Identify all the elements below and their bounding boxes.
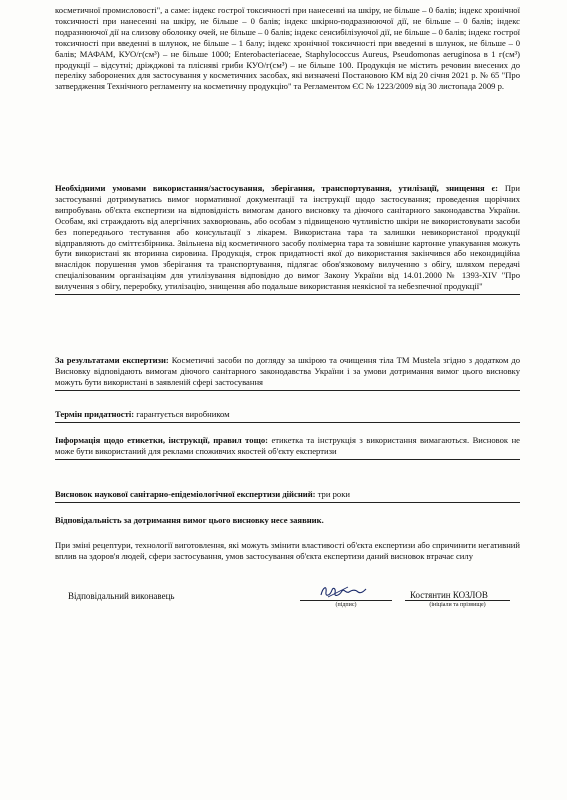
label-info-heading: Інформація щодо етикетки, інструкції, правил тощо:	[55, 435, 268, 445]
conditions-section	[55, 183, 520, 295]
shelf-life-paragraph	[55, 409, 520, 423]
label-info-text: етикетка та інструкція з використання вимагаються. Висновок не може бути використаний для реклами споживчих якостей об'єкту експертизи	[55, 435, 520, 456]
shelf-life-text: гарантується виробником	[134, 409, 230, 419]
conditions-heading: Необхідними умовами використання/застосування, зберігання, транспортування, утилізації, знищення є:	[55, 183, 499, 193]
validity-paragraph	[55, 489, 520, 503]
change-note-section	[55, 540, 520, 562]
conditions-text: При застосуванні дотримуватись вимог нормативної документації та інструкції щодо застосування; проведення щорічних випробувань об'єкта експертизи на відповідність вимогам даного висновку та діючого санітарного законодавства України. Особам, які страждають від алергічних захворювань, або особам з підвищеною чутливістю шкіри не використовувати засоби без попереднього тестування або консультації з лікарем. Використана тара та залишки невикористаної продукції відправляють до сміттєзбірника. Звільнена від косметичного засобу полімерна тара та зовнішнє картонне упакування можуть бути використані як вторинна сировина. Продукція, строк придатності якої до використання закінчився або некондиційна внаслідок порушення умов зберігання та транспортування, підлягає обов'язковому вилученню з обігу, шляхом передачі спеціалізованим організаціям для утилізування відповідно до вимог Закону України від 14.01.2000 № 1393-XIV "Про вилучення з обігу, переробку, утилізацію, знищення або подальше використання неякісної та небезпечної продукції"	[55, 183, 520, 292]
handwritten-signature	[318, 583, 368, 601]
name-caption: (ініціали та прізвище)	[429, 602, 486, 608]
responsibility-text: Відповідальність за дотримання вимог цього висновку несе заявник.	[55, 515, 324, 525]
validity-text: три роки	[315, 489, 350, 499]
results-paragraph	[55, 355, 520, 391]
signature-line	[300, 600, 392, 601]
signer-name: Костянтин КОЗЛОВ	[410, 590, 488, 600]
validity-section	[55, 489, 520, 503]
results-text: Косметичні засоби по догляду за шкірою та очищення тіла TM Mustela згідно з додатком до Висновку відповідають вимогам діючого санітарного законодавства України і за умови дотримання вимог цього висновку можуть бути використані в заявленій сфері застосування	[55, 355, 521, 387]
validity-heading: Висновок наукової санітарно-епідеміологічної експертизи дійсний:	[55, 489, 316, 499]
label-info-section	[55, 435, 520, 460]
results-heading: За результатами експертизи:	[55, 355, 169, 365]
intro-paragraph: косметичної промисловості", а саме: індекс гострої токсичності при нанесенні на шкіру, не більше – 0 балів; індекс хронічної токсичності при нанесенні на шкіру, не більше – 0 балів; індекс шкірно-подразнюючої дії, не більше – 0 балів; індекс подразнюючої дії на слизову оболонку очей, не більше – 0 балів; індекс сенсибілізуючої дії, не більше – 0 балів; індекс гострої токсичності при введенні в шлунок, не більше – 1 балу; індекс хронічної токсичності при введенні в шлунок, не більше – 0 балів; МАФАМ, КУО/г(см³) – не більше 1000; Enterobacteriaceae, Staphylococcus Aureus, Pseudomonas aeruginosa в 1 г(см³) продукції – відсутні; дріжджові та плісняві гриби КУО/г(см³) – не більше 100. Продукція не містить речовин внесених до переліку заборонених для застосування у косметичних засобах, які визначені Постановою КМ від 20 січня 2021 р. № 65 "Про затвердження Технічного регламенту на косметичну продукцію" та Регламентом ЄС № 1223/2009 від 30 листопада 2009 р.	[55, 5, 520, 92]
signature-caption: (підпис)	[335, 602, 357, 608]
shelf-life-heading: Термін придатності:	[55, 409, 135, 419]
results-section	[55, 355, 520, 391]
change-note-text: При зміні рецептури, технології виготовлення, які можуть змінити властивості об'єкта експертизи або спричинити негативний вплив на здоров'я людей, сфери застосування, умов застосування об'єкта експертизи даний висновок втрачає силу	[55, 540, 520, 561]
name-line	[405, 600, 510, 601]
responsibility-section	[55, 515, 520, 526]
label-info-paragraph	[55, 435, 520, 460]
shelf-life-section	[55, 409, 520, 423]
responsible-executor-label: Відповідальний виконавець	[68, 591, 175, 601]
conditions-paragraph	[55, 183, 520, 295]
intro-section	[55, 5, 520, 92]
